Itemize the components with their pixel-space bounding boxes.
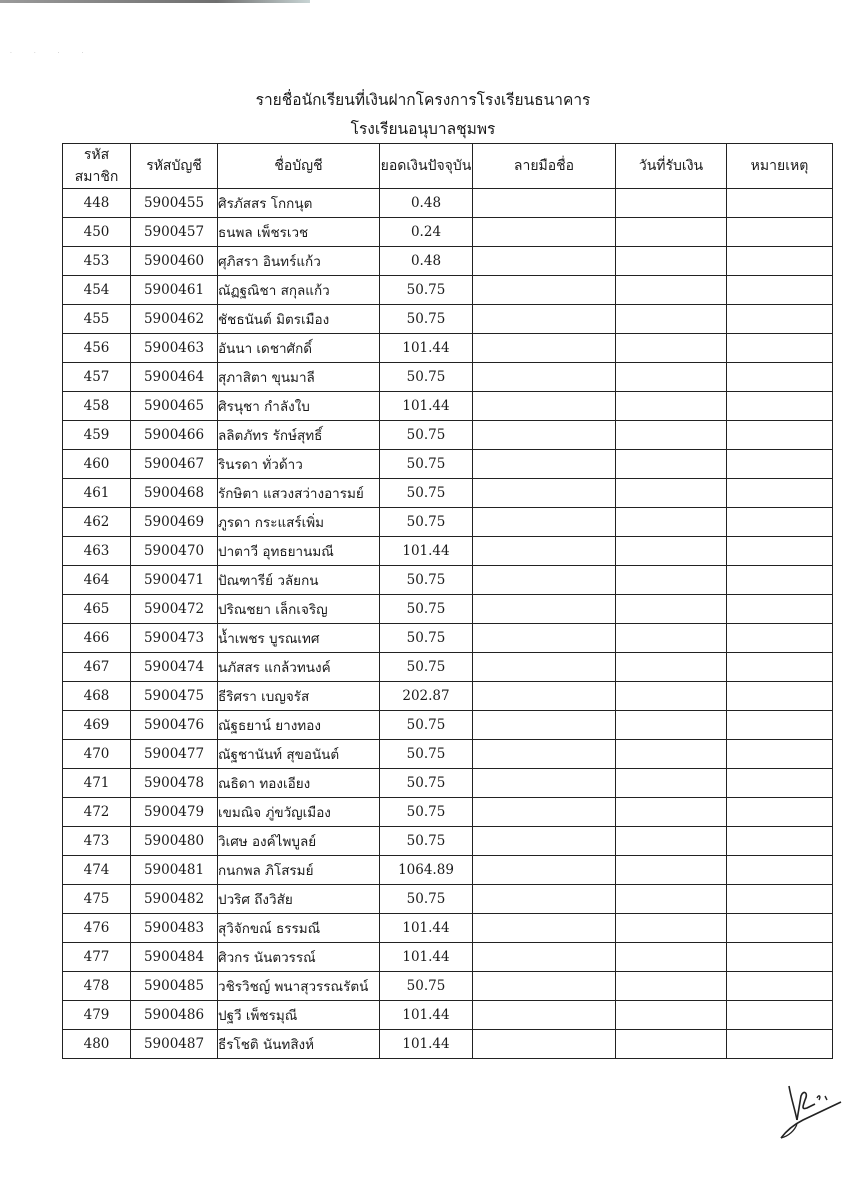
cell-balance: 50.75 — [380, 566, 473, 595]
cell-signature — [473, 479, 616, 508]
cell-member-id: 461 — [63, 479, 131, 508]
cell-signature — [473, 856, 616, 885]
cell-balance: 50.75 — [380, 740, 473, 769]
cell-balance: 50.75 — [380, 827, 473, 856]
cell-account-id: 5900477 — [131, 740, 218, 769]
cell-remarks — [727, 479, 833, 508]
cell-signature — [473, 392, 616, 421]
cell-date-received — [616, 189, 727, 218]
cell-balance: 101.44 — [380, 537, 473, 566]
cell-signature — [473, 914, 616, 943]
cell-date-received — [616, 334, 727, 363]
cell-account-name: ชัชธนันต์ มิตรเมือง — [218, 305, 380, 334]
cell-account-id: 5900473 — [131, 624, 218, 653]
header-signature: ลายมือชื่อ — [473, 144, 616, 189]
cell-account-id: 5900483 — [131, 914, 218, 943]
cell-account-id: 5900470 — [131, 537, 218, 566]
cell-date-received — [616, 218, 727, 247]
cell-account-name: ศิรภัสสร โกกนุต — [218, 189, 380, 218]
cell-account-name: รักษิตา แสวงสว่างอารมย์ — [218, 479, 380, 508]
cell-date-received — [616, 798, 727, 827]
cell-account-name: ปริณชยา เล็กเจริญ — [218, 595, 380, 624]
table-row — [63, 972, 833, 1001]
cell-signature — [473, 247, 616, 276]
cell-remarks — [727, 276, 833, 305]
cell-remarks — [727, 653, 833, 682]
cell-remarks — [727, 421, 833, 450]
cell-date-received — [616, 827, 727, 856]
cell-account-id: 5900480 — [131, 827, 218, 856]
table-row — [63, 827, 833, 856]
cell-signature — [473, 508, 616, 537]
cell-account-name: สุวิจักขณ์ ธรรมณี — [218, 914, 380, 943]
cell-signature — [473, 189, 616, 218]
header-remarks: หมายเหตุ — [727, 144, 833, 189]
table-row — [63, 421, 833, 450]
cell-balance: 50.75 — [380, 363, 473, 392]
cell-signature — [473, 682, 616, 711]
cell-account-name: กนกพล ภิโสรมย์ — [218, 856, 380, 885]
cell-balance: 101.44 — [380, 392, 473, 421]
cell-balance: 50.75 — [380, 421, 473, 450]
cell-signature — [473, 1001, 616, 1030]
cell-signature — [473, 711, 616, 740]
header-member-id: รหัสสมาชิก — [63, 144, 131, 189]
cell-member-id: 473 — [63, 827, 131, 856]
cell-account-id: 5900467 — [131, 450, 218, 479]
cell-signature — [473, 276, 616, 305]
cell-account-id: 5900479 — [131, 798, 218, 827]
cell-date-received — [616, 305, 727, 334]
cell-balance: 50.75 — [380, 798, 473, 827]
cell-account-id: 5900465 — [131, 392, 218, 421]
cell-account-name: ณัฐชานันท์ สุขอนันต์ — [218, 740, 380, 769]
cell-member-id: 456 — [63, 334, 131, 363]
cell-remarks — [727, 218, 833, 247]
cell-balance: 101.44 — [380, 943, 473, 972]
cell-account-id: 5900457 — [131, 218, 218, 247]
cell-account-id: 5900478 — [131, 769, 218, 798]
table-row — [63, 769, 833, 798]
table-row — [63, 479, 833, 508]
cell-remarks — [727, 363, 833, 392]
cell-date-received — [616, 856, 727, 885]
cell-account-id: 5900474 — [131, 653, 218, 682]
cell-member-id: 448 — [63, 189, 131, 218]
cell-account-id: 5900472 — [131, 595, 218, 624]
cell-balance: 0.48 — [380, 189, 473, 218]
cell-member-id: 459 — [63, 421, 131, 450]
table-row — [63, 1030, 833, 1059]
cell-account-id: 5900475 — [131, 682, 218, 711]
cell-remarks — [727, 798, 833, 827]
cell-balance: 50.75 — [380, 769, 473, 798]
cell-remarks — [727, 711, 833, 740]
table-header-row — [63, 144, 833, 189]
cell-account-name: ณัฏฐณิชา สกุลแก้ว — [218, 276, 380, 305]
cell-remarks — [727, 972, 833, 1001]
table-row — [63, 508, 833, 537]
cell-balance: 50.75 — [380, 972, 473, 1001]
cell-account-name: ภูรดา กระแสร์เพิ่ม — [218, 508, 380, 537]
table-row — [63, 305, 833, 334]
cell-balance: 101.44 — [380, 1001, 473, 1030]
cell-remarks — [727, 450, 833, 479]
cell-balance: 50.75 — [380, 508, 473, 537]
cell-member-id: 470 — [63, 740, 131, 769]
table-row — [63, 682, 833, 711]
cell-date-received — [616, 885, 727, 914]
cell-date-received — [616, 247, 727, 276]
cell-remarks — [727, 334, 833, 363]
cell-account-id: 5900469 — [131, 508, 218, 537]
cell-remarks — [727, 537, 833, 566]
cell-member-id: 469 — [63, 711, 131, 740]
cell-date-received — [616, 392, 727, 421]
cell-date-received — [616, 450, 727, 479]
cell-account-id: 5900485 — [131, 972, 218, 1001]
cell-member-id: 455 — [63, 305, 131, 334]
table-row — [63, 595, 833, 624]
cell-account-name: ณธิดา ทองเอียง — [218, 769, 380, 798]
cell-account-name: วิเศษ องค์ไพบูลย์ — [218, 827, 380, 856]
cell-signature — [473, 334, 616, 363]
cell-remarks — [727, 885, 833, 914]
cell-date-received — [616, 479, 727, 508]
cell-remarks — [727, 566, 833, 595]
table-row — [63, 1001, 833, 1030]
cell-account-id: 5900476 — [131, 711, 218, 740]
table-row — [63, 914, 833, 943]
cell-member-id: 464 — [63, 566, 131, 595]
cell-remarks — [727, 769, 833, 798]
cell-member-id: 453 — [63, 247, 131, 276]
cell-member-id: 462 — [63, 508, 131, 537]
cell-account-name: ณัฐธยาน์ ยางทอง — [218, 711, 380, 740]
cell-balance: 202.87 — [380, 682, 473, 711]
table-row — [63, 711, 833, 740]
cell-remarks — [727, 740, 833, 769]
cell-remarks — [727, 392, 833, 421]
cell-account-name: ธีริศรา เบญจรัส — [218, 682, 380, 711]
cell-signature — [473, 943, 616, 972]
table-row — [63, 885, 833, 914]
cell-balance: 1064.89 — [380, 856, 473, 885]
table-row — [63, 392, 833, 421]
cell-balance: 0.24 — [380, 218, 473, 247]
cell-date-received — [616, 682, 727, 711]
cell-remarks — [727, 508, 833, 537]
cell-account-name: วชิรวิชญ์ พนาสุวรรณรัตน์ — [218, 972, 380, 1001]
cell-signature — [473, 885, 616, 914]
cell-member-id: 474 — [63, 856, 131, 885]
table-row — [63, 537, 833, 566]
cell-account-name: ศิรนุชา กำลังใบ — [218, 392, 380, 421]
table-row — [63, 566, 833, 595]
cell-balance: 50.75 — [380, 276, 473, 305]
table-row — [63, 189, 833, 218]
cell-account-id: 5900486 — [131, 1001, 218, 1030]
cell-date-received — [616, 711, 727, 740]
cell-date-received — [616, 769, 727, 798]
cell-member-id: 476 — [63, 914, 131, 943]
cell-signature — [473, 566, 616, 595]
cell-signature — [473, 450, 616, 479]
cell-signature — [473, 537, 616, 566]
cell-account-id: 5900463 — [131, 334, 218, 363]
cell-remarks — [727, 856, 833, 885]
cell-remarks — [727, 595, 833, 624]
cell-member-id: 471 — [63, 769, 131, 798]
cell-date-received — [616, 508, 727, 537]
cell-signature — [473, 972, 616, 1001]
cell-account-id: 5900468 — [131, 479, 218, 508]
cell-member-id: 457 — [63, 363, 131, 392]
cell-signature — [473, 595, 616, 624]
cell-account-name: เขมณิจ ภู่ขวัญเมือง — [218, 798, 380, 827]
cell-signature — [473, 305, 616, 334]
cell-date-received — [616, 566, 727, 595]
cell-date-received — [616, 1030, 727, 1059]
cell-account-id: 5900487 — [131, 1030, 218, 1059]
cell-date-received — [616, 624, 727, 653]
document-subtitle: โรงเรียนอนุบาลชุมพร — [350, 120, 496, 138]
cell-member-id: 460 — [63, 450, 131, 479]
cell-balance: 50.75 — [380, 595, 473, 624]
cell-account-name: อันนา เดชาศักดิ์ — [218, 334, 380, 363]
cell-member-id: 468 — [63, 682, 131, 711]
cell-member-id: 463 — [63, 537, 131, 566]
cell-balance: 0.48 — [380, 247, 473, 276]
cell-account-id: 5900461 — [131, 276, 218, 305]
table-row — [63, 798, 833, 827]
cell-date-received — [616, 537, 727, 566]
table-row — [63, 276, 833, 305]
cell-account-id: 5900481 — [131, 856, 218, 885]
cell-signature — [473, 798, 616, 827]
scan-edge-artifact — [0, 0, 310, 3]
cell-balance: 101.44 — [380, 914, 473, 943]
header-balance: ยอดเงินปัจจุบัน — [380, 144, 473, 189]
cell-signature — [473, 218, 616, 247]
cell-account-name: ปฐวี เพ็ชรมุณี — [218, 1001, 380, 1030]
cell-account-name: ปวริศ ถึงวิสัย — [218, 885, 380, 914]
header-date-received: วันที่รับเงิน — [616, 144, 727, 189]
cell-account-id: 5900482 — [131, 885, 218, 914]
cell-signature — [473, 1030, 616, 1059]
table-row — [63, 624, 833, 653]
table-row — [63, 450, 833, 479]
cell-remarks — [727, 682, 833, 711]
table-row — [63, 334, 833, 363]
cell-signature — [473, 827, 616, 856]
cell-account-name: รินรดา ทั่วด้าว — [218, 450, 380, 479]
cell-balance: 101.44 — [380, 334, 473, 363]
cell-member-id: 465 — [63, 595, 131, 624]
cell-date-received — [616, 363, 727, 392]
cell-member-id: 475 — [63, 885, 131, 914]
header-account-name: ชื่อบัญชี — [218, 144, 380, 189]
cell-remarks — [727, 624, 833, 653]
cell-account-name: นภัสสร แกล้วทนงค์ — [218, 653, 380, 682]
cell-date-received — [616, 972, 727, 1001]
cell-date-received — [616, 276, 727, 305]
cell-balance: 50.75 — [380, 305, 473, 334]
cell-account-name: ธีรโชติ นันทสิงห์ — [218, 1030, 380, 1059]
cell-remarks — [727, 827, 833, 856]
cell-date-received — [616, 943, 727, 972]
cell-account-name: น้ำเพชร บูรณเทศ — [218, 624, 380, 653]
cell-balance: 50.75 — [380, 885, 473, 914]
cell-balance: 50.75 — [380, 711, 473, 740]
cell-account-name: ปัณฑารีย์ วลัยกน — [218, 566, 380, 595]
cell-account-id: 5900455 — [131, 189, 218, 218]
cell-signature — [473, 740, 616, 769]
cell-member-id: 480 — [63, 1030, 131, 1059]
cell-account-name: ปาตาวี อุทธยานมณี — [218, 537, 380, 566]
document-title: รายชื่อนักเรียนที่เงินฝากโครงการโรงเรียนธนาคาร — [255, 91, 591, 109]
cell-remarks — [727, 1001, 833, 1030]
cell-signature — [473, 421, 616, 450]
cell-member-id: 477 — [63, 943, 131, 972]
cell-balance: 50.75 — [380, 624, 473, 653]
cell-account-id: 5900471 — [131, 566, 218, 595]
table-row — [63, 653, 833, 682]
cell-account-id: 5900462 — [131, 305, 218, 334]
cell-account-name: สุภาสิตา ขุนมาลี — [218, 363, 380, 392]
cell-date-received — [616, 1001, 727, 1030]
cell-remarks — [727, 247, 833, 276]
cell-member-id: 458 — [63, 392, 131, 421]
cell-member-id: 450 — [63, 218, 131, 247]
cell-account-id: 5900460 — [131, 247, 218, 276]
cell-remarks — [727, 943, 833, 972]
cell-remarks — [727, 1030, 833, 1059]
table-row — [63, 943, 833, 972]
cell-account-name: ลลิตภัทร รักษ์สุทธิ์ — [218, 421, 380, 450]
cell-member-id: 472 — [63, 798, 131, 827]
cell-date-received — [616, 914, 727, 943]
scan-specks: · · · · — [10, 50, 94, 57]
cell-member-id: 467 — [63, 653, 131, 682]
cell-remarks — [727, 914, 833, 943]
table-row — [63, 856, 833, 885]
cell-signature — [473, 769, 616, 798]
cell-balance: 50.75 — [380, 479, 473, 508]
cell-balance: 50.75 — [380, 450, 473, 479]
cell-balance: 101.44 — [380, 1030, 473, 1059]
cell-member-id: 478 — [63, 972, 131, 1001]
cell-date-received — [616, 595, 727, 624]
cell-remarks — [727, 305, 833, 334]
student-deposit-table — [62, 143, 833, 1059]
cell-account-name: ศุภิสรา อินทร์แก้ว — [218, 247, 380, 276]
table-row — [63, 247, 833, 276]
cell-account-id: 5900466 — [131, 421, 218, 450]
cell-account-name: ศิวกร นันตวรรณ์ — [218, 943, 380, 972]
cell-balance: 50.75 — [380, 653, 473, 682]
cell-member-id: 454 — [63, 276, 131, 305]
table-row — [63, 218, 833, 247]
cell-signature — [473, 624, 616, 653]
cell-signature — [473, 653, 616, 682]
cell-signature — [473, 363, 616, 392]
cell-date-received — [616, 421, 727, 450]
cell-member-id: 466 — [63, 624, 131, 653]
cell-date-received — [616, 653, 727, 682]
cell-account-name: ธนพล เพ็ชรเวช — [218, 218, 380, 247]
handwritten-signature — [775, 1080, 845, 1140]
cell-account-id: 5900464 — [131, 363, 218, 392]
header-account-id: รหัสบัญชี — [131, 144, 218, 189]
cell-date-received — [616, 740, 727, 769]
cell-remarks — [727, 189, 833, 218]
table-row — [63, 740, 833, 769]
table-row — [63, 363, 833, 392]
cell-account-id: 5900484 — [131, 943, 218, 972]
cell-member-id: 479 — [63, 1001, 131, 1030]
